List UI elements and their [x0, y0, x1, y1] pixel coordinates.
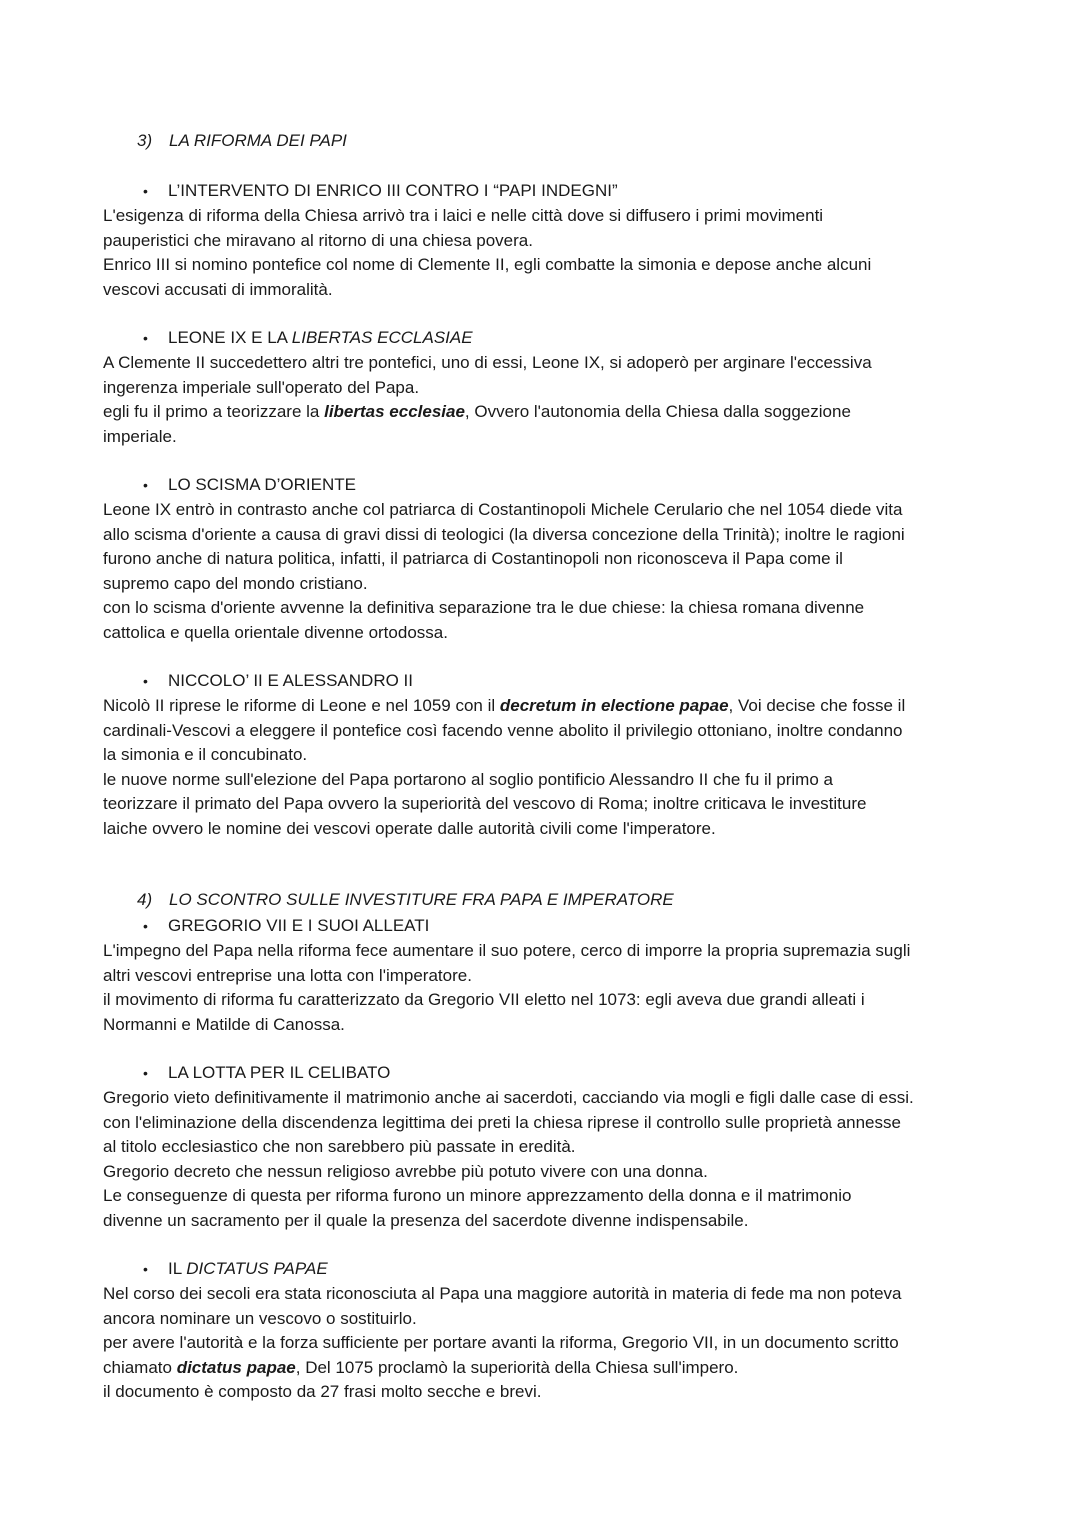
bullet-icon: •	[143, 918, 148, 934]
paragraph: L'esigenza di riforma della Chiesa arrivò tra i laici e nelle città dove si diffusero i primi movimenti pauperistici che miravano al ritorno di una chiesa povera. Enrico III si nomino pontefice col nome di Clemente II, egli combatte la simonia e depose anche alcuni vescovi accusati di immoralità.	[103, 206, 872, 299]
paragraph: L'impegno del Papa nella riforma fece aumentare il suo potere, cerco di imporre la propria supremazia sugli altri vescovi entreprise una lotta con l'imperatore. il movimento di riforma fu caratterizzato da Gregorio VII eletto nel 1073: egli aveva due grandi alleati i Normanni e Matilde di Canossa.	[103, 941, 911, 1034]
bullet-heading: • IL DICTATUS PAPAE	[143, 1259, 328, 1278]
emphasis-term: libertas ecclesiae	[324, 402, 465, 421]
bullet-icon: •	[143, 183, 148, 199]
paragraph: Gregorio vieto definitivamente il matrimonio anche ai sacerdoti, cacciando via mogli e figli dalle case di essi. con l'eliminazione della discendenza legittima dei preti la chiesa riprese il controllo sulle proprietà annesse al titolo ecclesiastico che non sarebbero più passate in eredità. Gregorio decreto che nessun religioso avrebbe più potuto vivere con una donna. Le conseguenze di questa per riforma furono un minore apprezzamento della donna e il matrimonio divenne un sacramento per il quale la presenza del sacerdote divenne indispensabile.	[103, 1088, 914, 1230]
emphasis-term: dictatus papae	[176, 1357, 296, 1377]
bullet-heading: • LA LOTTA PER IL CELIBATO	[143, 1063, 391, 1082]
emphasis-term: decretum in electione papae	[499, 696, 729, 715]
bullet-heading: • NICCOLO’ II E ALESSANDRO II	[143, 671, 413, 690]
bullet-heading: • GREGORIO VII E I SUOI ALLEATI	[143, 916, 430, 935]
bullet-heading: • L’INTERVENTO DI ENRICO III CONTRO I “PAPI INDEGNI”	[143, 181, 618, 200]
paragraph: Nicolò II riprese le riforme di Leone e nel 1059 con il decretum in electione papae, Voi decise che fosse il cardinali-Vescovi a eleggere il pontefice così facendo venne abolito il privilegio ottoniano, inoltre condanno la simonia e il concubinato. le nuove norme sull'elezione del Papa portarono al soglio pontificio Alessandro II che fu il primo a teorizzare il primato del Papa ovvero la superiorità del vescovo di Roma; inoltre criticava le investiture laiche ovvero le nomine dei vescovi operate dalle autorità civili come l'imperatore.	[103, 696, 906, 838]
bullet-heading: • LO SCISMA D’ORIENTE	[143, 475, 356, 494]
bullet-icon: •	[143, 330, 148, 346]
paragraph: A Clemente II succedettero altri tre pontefici, uno di essi, Leone IX, si adoperò per arginare l'eccessiva ingerenza imperiale sull'operato del Papa. egli fu il primo a teorizzare la libertas ecclesiae, Ovvero l'autonomia della Chiesa dalla soggezione imperiale.	[103, 353, 872, 446]
bullet-icon: •	[143, 673, 148, 689]
section-number: 4)	[137, 890, 153, 909]
paragraph: Leone IX entrò in contrasto anche col patriarca di Costantinopoli Michele Cerulario che nel 1054 diede vita allo scisma d'oriente a causa di gravi dissi di teologici (la diversa concezione della Trinità); inoltre le ragioni furono anche di natura politica, infatti, il patriarca di Costantinopoli non riconosceva il Papa come il supremo capo del mondo cristiano. con lo scisma d'oriente avvenne la definitiva separazione tra le due chiese: la chiesa romana divenne cattolica e quella orientale divenne ortodossa.	[103, 500, 905, 642]
bullet-icon: •	[143, 1261, 148, 1277]
section-4-heading	[137, 889, 674, 911]
bullet-icon: •	[143, 1065, 148, 1081]
bullet-heading: • LEONE IX E LA LIBERTAS ECCLASIAE	[143, 328, 473, 347]
section-title: LO SCONTRO SULLE INVESTITURE FRA PAPA E IMPERATORE	[169, 890, 674, 909]
bullet-icon: •	[143, 477, 148, 493]
section-title: LA RIFORMA DEI PAPI	[169, 131, 347, 150]
paragraph: Nel corso dei secoli era stata riconosciuta al Papa una maggiore autorità in materia di fede ma non poteva ancora nominare un vescovo o sostituirlo. per avere l'autorità e la forza sufficiente per portare avanti la riforma, Gregorio VII, in un documento scritto chiamato dictatus papae, Del 1075 proclamò la superiorità della Chiesa sull'impero. il documento è composto da 27 frasi molto secche e brevi.	[103, 1284, 902, 1401]
section-number: 3)	[137, 131, 153, 150]
section-3-heading	[137, 130, 347, 152]
